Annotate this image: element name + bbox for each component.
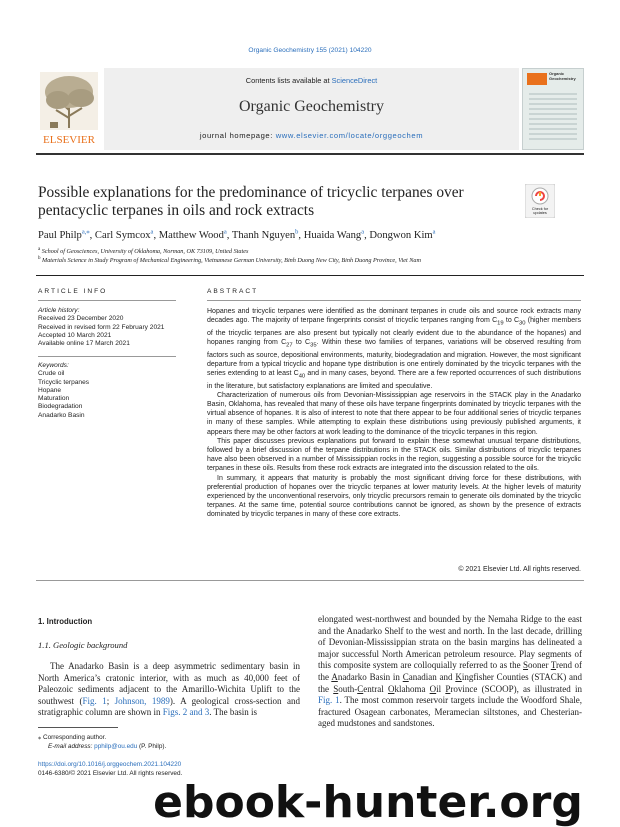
journal-header <box>36 68 584 150</box>
body-text: elongated west-northwest and bounded by the Nemaha Ridge to the east and the Anadarko Shelf to the west and north. In the last decade, drilling of Devonian-Mississippian strata on the basin margins has delineated a major successful North American petroleum resource. Play segments of this composite system are colloquially referred to as the <box>318 614 582 671</box>
author-sep: , <box>153 229 159 241</box>
author-sep: , <box>364 229 370 241</box>
author[interactable] <box>95 230 159 241</box>
acronym-letter: C <box>357 683 364 694</box>
abstract-paragraph: This paper discusses previous explanations put forward to explain these somewhat unusual terpane distributions, followed by a brief discussion of the terpane distributions in the STACK oils. Similar distributions of tricyclic terpanes have also been observed in a number of Mississippian rocks in the region, suggesting a possible source for the tricyclic terpanes in these oils. Results from these rock extracts are integrated into the discussion related to the oils. <box>207 437 581 473</box>
author-name[interactable]: Matthew Wood <box>158 229 224 241</box>
author-sup[interactable]: a <box>432 228 436 235</box>
contents-line <box>104 76 519 85</box>
elsevier-tree-logo-icon[interactable] <box>36 70 102 148</box>
email-note <box>48 743 166 750</box>
abstract-text: to C <box>503 317 520 325</box>
cover-title: Organic Geochemistry <box>549 71 576 81</box>
body-text: ). A geological cross-section and stratigraphic column are shown in <box>38 695 300 718</box>
email-suffix: (P. Philp). <box>137 743 167 750</box>
watermark <box>118 775 618 827</box>
doi-line[interactable] <box>38 761 181 768</box>
author-name[interactable]: Huaida Wang <box>303 229 362 241</box>
homepage-prefix: journal homepage: <box>199 131 276 140</box>
history-item: Accepted 10 March 2021 <box>38 331 112 339</box>
body-text: . The most common reservoir targets include the Woodford Shale, fractured Osagean carbonates, Meramecian siltstones, and Chesterian-aged mudstones and sandstones. <box>318 695 582 729</box>
body-paragraph <box>38 661 300 719</box>
abstract-text: . Within these two families of terpanes, variations will be observed resulting from factors such as source, depositional environments, maturity, biodegradation and migration. However, the most significant departure from a typical tricyclic and hopane type distribution is one entirely dominated by the tricyclic terpanes with the series extending to at least C <box>207 339 581 377</box>
abstract-body <box>207 307 581 520</box>
body-text: outh- <box>338 683 358 694</box>
contents-prefix: Contents lists available at <box>245 76 332 85</box>
subscript: 40 <box>298 373 306 380</box>
cover-artwork <box>529 93 577 143</box>
affiliation-text: Materials Science in Study Program of Mechanical Engineering, Vietnamese German University, Binh Duong New City, Binh Duong Province, Viet Nam <box>42 257 421 265</box>
body-text: entral <box>363 683 388 694</box>
abstract-bottom-rule <box>36 580 584 581</box>
abstract-text: and in many cases, beyond. There are a few reported occurrences of such distributions in the literature, but satisfactory explanations are limited and speculative. <box>207 370 581 390</box>
rights-line: 0146-6380/© 2021 Elsevier Ltd. All rights reserved. <box>38 770 183 777</box>
elsevier-wordmark: ELSEVIER <box>43 134 95 146</box>
header-rule <box>36 153 584 155</box>
acronym-letter: A <box>331 671 338 682</box>
keywords <box>38 362 178 420</box>
author-sup[interactable]: a <box>361 228 365 235</box>
author-sep: , <box>89 229 95 241</box>
abstract-text: (higher members of the tricyclic terpanes are also present but typically not clearly evident due to the abundance of the hopanes) and hopanes ranging from C <box>207 317 581 346</box>
body-text: ooner <box>528 660 551 671</box>
section-heading: 1. Introduction <box>38 617 93 626</box>
abstract-rule <box>207 300 581 301</box>
keyword-item: Anadarko Basin <box>38 411 85 419</box>
footnote-rule <box>38 727 118 728</box>
body-left-column <box>38 661 300 719</box>
doi-link[interactable]: https://doi.org/10.1016/j.orggeochem.2021.104220 <box>38 761 182 768</box>
check-for-updates-badge[interactable] <box>525 184 555 218</box>
figure-ref-link[interactable]: Fig. 1 <box>318 695 340 706</box>
acronym-letter: O <box>429 683 437 694</box>
acronym-letter: S <box>333 683 339 694</box>
subscript: 30 <box>519 320 526 327</box>
acronym-letter: O <box>387 683 395 694</box>
acronym-letter: P <box>445 683 451 694</box>
sciencedirect-link[interactable]: ScienceDirect <box>331 76 378 85</box>
body-right-column <box>318 614 582 730</box>
subsection-heading: 1.1. Geologic background <box>38 640 128 650</box>
history-label: Article history: <box>38 307 80 314</box>
body-text: ; <box>106 695 115 706</box>
body-text: rend of the <box>318 660 582 682</box>
article-title: Possible explanations for the predominance of tricyclic terpanes over pentacyclic terpanes in oils and rock extracts <box>38 184 464 219</box>
author[interactable] <box>159 230 232 241</box>
figure-ref-link[interactable]: Figs. 2 and 3 <box>162 707 210 718</box>
author-sup[interactable]: a <box>150 228 154 235</box>
author-name[interactable]: Paul Philp <box>38 229 82 241</box>
subscript: 27 <box>286 342 293 349</box>
author-name[interactable]: Carl Symcox <box>94 229 151 241</box>
affiliation-a <box>38 247 598 255</box>
keyword-item: Hopane <box>38 386 62 394</box>
email-link[interactable]: pphilp@ou.edu <box>94 743 138 750</box>
abstract-paragraph: In summary, it appears that maturity is probably the most significant driving force for these distributions, with preferential production of hopanes over the tricyclic terpanes at lower maturity levels. At the higher levels of maturity experienced by the unconventional reservoirs, only tricyclic precursors remain to generate oils dominated by the tricyclic terpanes. At the same time, potential source contributions cannot be ignored, as shown by the presence of extracts dominated by tricyclic terpanes in many of these core extracts. <box>207 474 581 519</box>
figure-ref-link[interactable]: Fig. 1 <box>82 695 107 706</box>
journal-name: Organic Geochemistry <box>239 98 384 115</box>
abstract-copyright: © 2021 Elsevier Ltd. All rights reserved. <box>458 566 581 573</box>
keywords-label: Keywords: <box>38 362 69 369</box>
acronym-letter: C <box>402 671 409 682</box>
author[interactable] <box>232 230 304 241</box>
abstract-text: to C <box>292 339 311 346</box>
author-sup[interactable]: a <box>223 228 227 235</box>
article-history <box>38 307 178 348</box>
article-info-heading: ARTICLE INFO <box>38 288 108 295</box>
journal-cover-thumbnail[interactable] <box>522 68 584 150</box>
cover-logo-icon <box>527 73 547 85</box>
abstract-paragraph <box>207 307 581 391</box>
abstract-text: Hopanes and tricyclic terpanes were identified as the dominant terpanes in crude oils and source rock extracts many decades ago. The majority of terpane fingerprints consist of tricyclic terpanes ranging from C <box>207 308 581 325</box>
body-text: rovince (SCOOP), as illustrated in <box>450 683 582 694</box>
keywords-rule <box>38 356 176 357</box>
author[interactable] <box>38 230 95 241</box>
author-sup[interactable]: a,⁎ <box>81 228 90 235</box>
homepage-link[interactable]: www.elsevier.com/locate/orggeochem <box>275 131 424 140</box>
watermark-text: ebook-hunter.org <box>153 777 583 827</box>
keyword-item: Crude oil <box>38 370 65 378</box>
journal-citation-link[interactable]: Organic Geochemistry 155 (2021) 104220 <box>248 47 372 54</box>
subscript: 19 <box>497 320 504 327</box>
body-text: nadarko Basin in <box>337 671 403 682</box>
article-info-rule <box>38 300 176 301</box>
author-sep: , <box>226 229 232 241</box>
keyword-item: Biodegradation <box>38 403 83 411</box>
acronym-letter: S <box>523 660 529 671</box>
body-text: The Anadarko Basin is a deep asymmetric sedimentary basin in North America’s cratonic interior, with as much as 40,000 feet of Paleozoic sediments adjacent to the Amarillo-Wichita Uplift to the southwest ( <box>38 661 300 706</box>
affiliation-sup: b <box>38 256 41 261</box>
history-item: Available online 17 March 2021 <box>38 340 130 348</box>
abstract-paragraph: Characterization of numerous oils from Devonian-Mississippian age reservoirs in the STACK play in the Anadarko Basin, Oklahoma, has revealed that many of these oils have terpane fingerprints dominated by tricyclic terpanes with the virtual absence of hopanes. It is also of interest to note that there appear to be four additional series of tricyclic terpanes in many of these samples. While attempting to explain these distributions using previously published arguments, it appears there may be other factors at work leading to the dominance of the tricyclic terpanes in this region. <box>207 391 581 436</box>
citation-link[interactable]: Johnson, 1989 <box>114 695 170 706</box>
author-sup[interactable]: b <box>295 228 299 235</box>
body-text: klahoma <box>394 683 430 694</box>
history-item: Received in revised form 22 February 2021 <box>38 323 165 331</box>
body-text: ingfisher Counties (STACK) and the <box>318 671 583 694</box>
author[interactable] <box>304 230 370 241</box>
history-item: Received 23 December 2020 <box>38 315 124 323</box>
keyword-item: Maturation <box>38 395 70 403</box>
body-text: il <box>436 683 446 694</box>
body-paragraph <box>318 614 582 730</box>
affiliation-rule <box>36 275 584 276</box>
author[interactable] <box>369 230 435 241</box>
keyword-item: Tricyclic terpanes <box>38 378 90 386</box>
abstract-heading: ABSTRACT <box>207 288 259 295</box>
body-text: anadian and <box>408 671 456 682</box>
acronym-letter: K <box>455 671 462 682</box>
author-sep: , <box>298 229 304 241</box>
journal-homepage <box>104 131 519 140</box>
email-label: E-mail address: <box>48 743 95 750</box>
affiliation-sup: a <box>38 247 41 252</box>
check-badge-label: Check for updates <box>531 207 549 216</box>
journal-citation[interactable] <box>0 47 620 54</box>
subscript: 35 <box>310 342 317 349</box>
author-name[interactable]: Thanh Nguyen <box>231 229 296 241</box>
acronym-letter: T <box>550 660 557 671</box>
author-name[interactable]: Dongwon Kim <box>369 229 433 241</box>
body-text: . The basin is <box>209 707 258 718</box>
affiliation-text: School of Geosciences, University of Oklahoma, Norman, OK 73109, United States <box>41 248 249 256</box>
corresponding-author-note: ⁎ Corresponding author. <box>38 734 107 741</box>
affiliation-b <box>38 256 598 264</box>
author-list <box>38 227 578 241</box>
